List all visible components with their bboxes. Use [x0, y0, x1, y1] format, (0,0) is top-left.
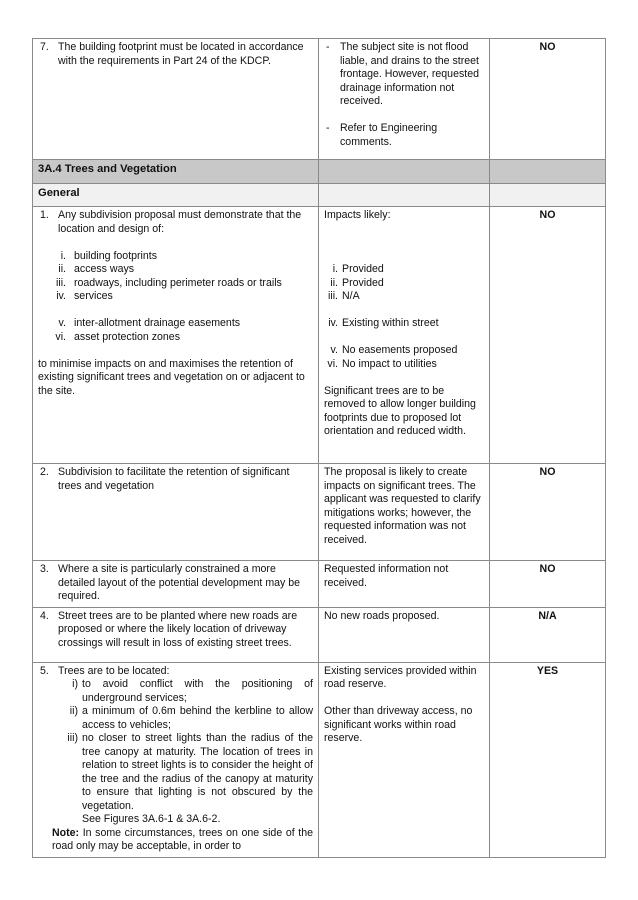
item-number: 7. [40, 41, 49, 53]
comment-text: Significant trees are to be removed to allow longer building footprints due to proposed lot orientation and reduced width. [324, 384, 476, 437]
list-marker: iii) [67, 732, 78, 744]
list-item: to avoid conflict with the positioning of underground services; [82, 678, 313, 704]
control-cell [33, 561, 319, 608]
list-item: services [74, 290, 113, 302]
result-cell: N/A [490, 607, 606, 662]
list-marker: ii. [58, 263, 66, 275]
list-item: access ways [74, 263, 135, 275]
list-item: no closer to street lights than the radius of the tree canopy at maturity. The location of trees in relation to street lights is to consider the height of the tree and the radius of the canopy at maturity to ensure that lighting is not obscured by the vegetation. [82, 732, 313, 812]
list-item: asset protection zones [74, 330, 180, 343]
subheading-blank [319, 184, 490, 207]
comment-text: Existing services provided within road reserve. [324, 664, 477, 690]
list-item: No impact to utilities [342, 357, 437, 370]
list-marker: v. [58, 317, 66, 329]
list-item: building footprints [74, 249, 158, 262]
list-marker: iii. [55, 276, 66, 289]
list-item: a minimum of 0.6m behind the kerbline to allow access to vehicles; [82, 705, 313, 731]
item-number: 2. [40, 466, 49, 478]
comment-cell: No new roads proposed. [319, 607, 490, 662]
table-row [33, 607, 606, 662]
bullet: - [326, 41, 330, 53]
table-row [33, 561, 606, 608]
control-cell [33, 607, 319, 662]
table-row [33, 207, 606, 464]
comment-cell [319, 662, 490, 857]
result-cell: NO [490, 39, 606, 160]
comment-cell: The proposal is likely to create impacts on significant trees. The applicant was requested to clarify mitigations works; however, the requested information was not received. [319, 464, 490, 561]
control-cell [33, 662, 319, 857]
list-item: Provided [342, 263, 384, 275]
subheading: General [33, 184, 319, 207]
list-marker: iv. [328, 317, 338, 329]
control-text: Subdivision to facilitate the retention of significant trees and vegetation [58, 466, 290, 492]
bullet: - [326, 122, 330, 134]
list-item: Existing within street [342, 317, 439, 329]
note-text: In some circumstances, trees on one side of the road only may be acceptable, in order to [52, 826, 314, 852]
list-item: No easements proposed [342, 344, 458, 356]
list-marker: v. [330, 344, 338, 356]
heading-blank [319, 160, 490, 184]
result-cell: NO [490, 207, 606, 464]
list-marker: i. [332, 263, 338, 275]
control-text: to minimise impacts on and maximises the retention of existing significant trees and vegetation on or adjacent to the site. [38, 357, 305, 397]
note [38, 827, 313, 854]
item-number: 5. [40, 664, 49, 677]
control-cell [33, 207, 319, 464]
list-marker: ii. [330, 276, 338, 289]
figure-reference: See Figures 3A.6-1 & 3A.6-2. [82, 813, 221, 825]
subheading-blank [490, 184, 606, 207]
comment-text: Other than driveway access, no significant works within road reserve. [324, 705, 473, 744]
comment-cell: Requested information not received. [319, 561, 490, 608]
comment-text: Refer to Engineering comments. [340, 122, 438, 148]
result-cell: NO [490, 464, 606, 561]
list-item: roadways, including perimeter roads or trails [74, 276, 282, 289]
subheading-row [33, 184, 606, 207]
control-text: Any subdivision proposal must demonstrate that the location and design of: [58, 209, 302, 235]
list-marker: ii) [69, 705, 78, 717]
item-number: 1. [40, 209, 49, 221]
comment-cell [319, 207, 490, 464]
list-item: Provided [342, 276, 384, 289]
list-item: N/A [342, 290, 360, 302]
list-marker: vi. [327, 357, 338, 370]
heading-blank [490, 160, 606, 184]
comment-cell [319, 39, 490, 160]
control-cell [33, 39, 319, 160]
control-text: Trees are to be located: [58, 664, 170, 677]
list-item: inter-allotment drainage easements [74, 317, 241, 329]
list-marker: iii. [327, 290, 338, 302]
list-marker: vi. [55, 330, 66, 343]
compliance-table [32, 38, 606, 858]
item-number: 4. [40, 609, 49, 622]
section-heading: 3A.4 Trees and Vegetation [33, 160, 319, 184]
comment-text: Impacts likely: [324, 209, 391, 221]
result-cell: NO [490, 561, 606, 608]
section-heading-row [33, 160, 606, 184]
note-label: Note: [52, 826, 80, 839]
table-row [33, 662, 606, 857]
list-marker: i) [72, 678, 78, 690]
list-marker: i. [60, 249, 66, 262]
table-row [33, 464, 606, 561]
item-number: 3. [40, 563, 49, 575]
table-row [33, 39, 606, 160]
control-text: Street trees are to be planted where new roads are proposed or where the likely location of driveway crossings will result in loss of existing street trees. [58, 609, 298, 649]
list-marker: iv. [56, 290, 66, 302]
control-text: Where a site is particularly constrained a more detailed layout of the potential development may be required. [58, 563, 301, 602]
comment-text: The subject site is not flood liable, and drains to the street frontage. However, requested drainage information not received. [340, 41, 479, 107]
control-cell [33, 464, 319, 561]
control-text: The building footprint must be located in accordance with the requirements in Part 24 of the KDCP. [58, 41, 304, 67]
result-cell: YES [490, 662, 606, 857]
